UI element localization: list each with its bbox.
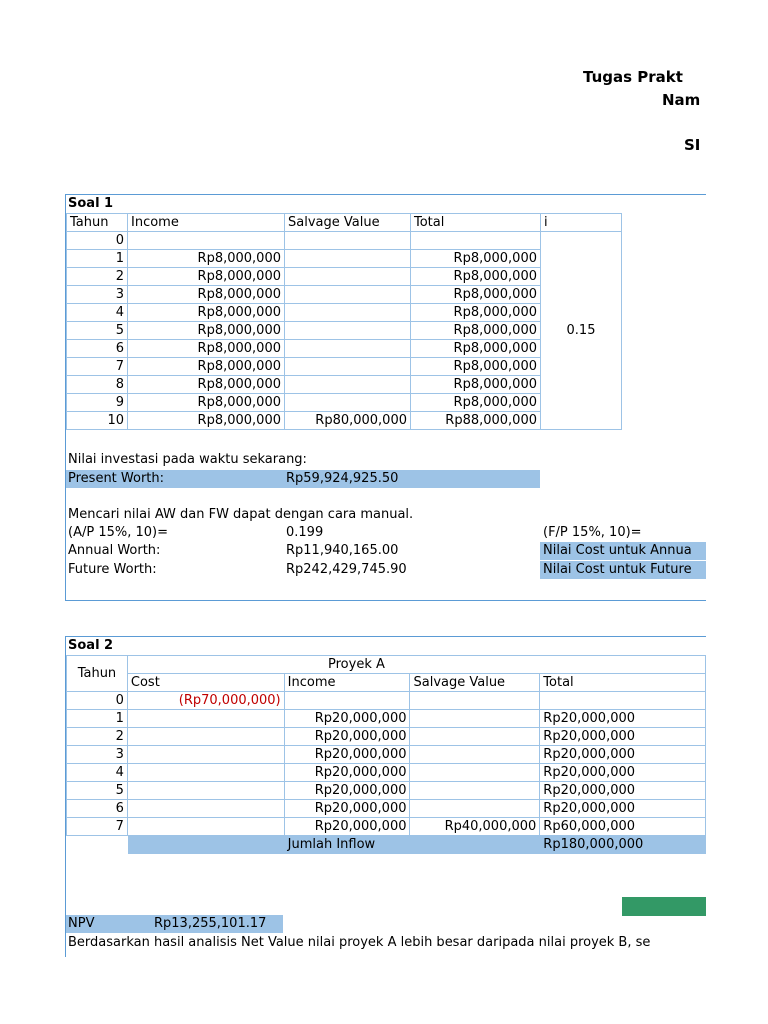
cell-cost[interactable] [127, 764, 284, 782]
cell-total[interactable]: Rp20,000,000 [540, 782, 706, 800]
cell-i-value[interactable]: 0.15 [541, 232, 622, 430]
conclusion-text: Berdasarkan hasil analisis Net Value nilai proyek A lebih besar daripada nilai proyek B, se [68, 935, 651, 950]
annual-worth-value[interactable]: Rp11,940,165.00 [286, 543, 399, 558]
cell-total[interactable]: Rp8,000,000 [411, 268, 541, 286]
cell-income[interactable] [284, 692, 410, 710]
soal2-title: Soal 2 [68, 638, 114, 653]
cell-salvage[interactable] [285, 394, 411, 412]
header-title-line1: Tugas Prakt [583, 68, 683, 86]
soal1-header-row [67, 214, 622, 232]
cell-income[interactable]: Rp20,000,000 [284, 782, 410, 800]
cell-salvage[interactable] [285, 250, 411, 268]
cell-salvage[interactable]: Rp40,000,000 [410, 818, 540, 836]
cell-income[interactable]: Rp20,000,000 [284, 818, 410, 836]
cell-tahun[interactable]: 0 [67, 232, 128, 250]
col-header-income: Income [128, 214, 285, 232]
table-row [67, 412, 622, 430]
cell-total[interactable] [411, 232, 541, 250]
cell-total[interactable]: Rp88,000,000 [411, 412, 541, 430]
soal2-section [65, 636, 706, 957]
soal1-section [65, 194, 706, 601]
cell-total[interactable]: Rp8,000,000 [411, 322, 541, 340]
cell-income[interactable]: Rp8,000,000 [128, 286, 285, 304]
cell-salvage[interactable] [285, 232, 411, 250]
cell-income[interactable]: Rp20,000,000 [284, 746, 410, 764]
cell-salvage[interactable] [410, 728, 540, 746]
table-row [67, 746, 706, 764]
table-row [67, 340, 622, 358]
col-header-income: Income [284, 674, 410, 692]
cell-tahun[interactable]: 7 [67, 818, 128, 836]
cell-cost[interactable] [127, 818, 284, 836]
cell-salvage[interactable] [410, 800, 540, 818]
header-title-line2: Nam [662, 91, 701, 109]
cell-salvage[interactable] [410, 764, 540, 782]
cell-tahun[interactable]: 8 [67, 376, 128, 394]
cell-income[interactable]: Rp8,000,000 [128, 250, 285, 268]
table-row [67, 376, 622, 394]
table-row [67, 250, 622, 268]
table-row [67, 322, 622, 340]
cell-tahun[interactable]: 5 [67, 322, 128, 340]
mencari-text: Mencari nilai AW dan FW dapat dengan cara manual. [68, 507, 414, 522]
cell-tahun[interactable]: 1 [67, 250, 128, 268]
soal2-table [66, 655, 706, 854]
jumlah-inflow-label: Jumlah Inflow [284, 836, 410, 854]
cell-tahun[interactable]: 10 [67, 412, 128, 430]
cell-income[interactable]: Rp20,000,000 [284, 800, 410, 818]
npv-row [66, 915, 283, 933]
future-worth-value[interactable]: Rp242,429,745.90 [286, 562, 407, 577]
cell-total[interactable] [540, 692, 706, 710]
present-worth-row [66, 470, 540, 488]
col-header-total: Total [540, 674, 706, 692]
table-row [67, 232, 622, 250]
nilai-cost-annual[interactable]: Nilai Cost untuk Annua [540, 542, 706, 560]
soal2-group-header-row [67, 656, 706, 674]
ap-value[interactable]: 0.199 [286, 525, 324, 540]
nilai-investasi-text: Nilai investasi pada waktu sekarang: [68, 452, 307, 467]
table-row [67, 286, 622, 304]
cell-tahun[interactable]: 2 [67, 268, 128, 286]
col-header-salvage: Salvage Value [285, 214, 411, 232]
cell-total[interactable]: Rp20,000,000 [540, 746, 706, 764]
cell-salvage[interactable] [285, 286, 411, 304]
empty-cell [127, 836, 284, 854]
cell-total[interactable]: Rp20,000,000 [540, 710, 706, 728]
col-header-cost: Cost [127, 674, 284, 692]
empty-cell [67, 836, 128, 854]
cell-total[interactable]: Rp8,000,000 [411, 376, 541, 394]
cell-income[interactable]: Rp8,000,000 [128, 322, 285, 340]
proyek-a-header: Proyek A [127, 656, 705, 674]
cell-total[interactable]: Rp8,000,000 [411, 286, 541, 304]
cell-tahun[interactable]: 3 [67, 286, 128, 304]
cell-tahun[interactable]: 7 [67, 358, 128, 376]
cell-cost[interactable]: (Rp70,000,000) [127, 692, 284, 710]
table-row [67, 710, 706, 728]
cell-cost[interactable] [127, 710, 284, 728]
table-row [67, 304, 622, 322]
cell-income[interactable]: Rp8,000,000 [128, 394, 285, 412]
jumlah-inflow-row [67, 836, 706, 854]
table-row [67, 394, 622, 412]
header-title-line3: SI [684, 136, 701, 154]
npv-label: NPV [68, 916, 95, 931]
cell-salvage[interactable] [285, 268, 411, 286]
table-row [67, 728, 706, 746]
table-row [67, 358, 622, 376]
cell-tahun[interactable]: 5 [67, 782, 128, 800]
soal1-title: Soal 1 [68, 196, 114, 211]
cell-income[interactable]: Rp20,000,000 [284, 710, 410, 728]
cell-salvage[interactable] [410, 782, 540, 800]
soal2-header-row [67, 674, 706, 692]
col-header-total: Total [411, 214, 541, 232]
table-row [67, 818, 706, 836]
cell-total[interactable]: Rp8,000,000 [411, 358, 541, 376]
jumlah-inflow-value[interactable]: Rp180,000,000 [540, 836, 706, 854]
empty-cell [410, 836, 540, 854]
cell-salvage[interactable] [285, 340, 411, 358]
soal1-table [66, 213, 622, 430]
cell-income[interactable]: Rp8,000,000 [128, 340, 285, 358]
col-header-tahun: Tahun [67, 656, 128, 692]
cell-tahun[interactable]: 0 [67, 692, 128, 710]
cell-tahun[interactable]: 1 [67, 710, 128, 728]
cell-salvage[interactable] [410, 692, 540, 710]
future-worth-label: Future Worth: [68, 562, 157, 577]
cell-total[interactable]: Rp8,000,000 [411, 304, 541, 322]
cell-salvage[interactable] [285, 358, 411, 376]
cell-salvage[interactable]: Rp80,000,000 [285, 412, 411, 430]
table-row [67, 782, 706, 800]
col-header-i: i [541, 214, 622, 232]
cell-salvage[interactable] [285, 376, 411, 394]
cell-total[interactable]: Rp20,000,000 [540, 764, 706, 782]
cell-tahun[interactable]: 3 [67, 746, 128, 764]
table-row [67, 268, 622, 286]
table-row [67, 692, 706, 710]
cell-income[interactable]: Rp8,000,000 [128, 358, 285, 376]
cell-total[interactable]: Rp20,000,000 [540, 728, 706, 746]
table-row [67, 764, 706, 782]
cell-income[interactable]: Rp20,000,000 [284, 764, 410, 782]
col-header-salvage: Salvage Value [410, 674, 540, 692]
cell-tahun[interactable]: 4 [67, 304, 128, 322]
cell-tahun[interactable]: 4 [67, 764, 128, 782]
fp-label: (F/P 15%, 10)= [543, 525, 642, 540]
cell-income[interactable]: Rp8,000,000 [128, 376, 285, 394]
ap-label: (A/P 15%, 10)= [68, 525, 168, 540]
cell-salvage[interactable] [285, 322, 411, 340]
col-header-tahun: Tahun [67, 214, 128, 232]
cell-cost[interactable] [127, 800, 284, 818]
cell-tahun[interactable]: 2 [67, 728, 128, 746]
present-worth-label: Present Worth: [68, 471, 165, 486]
cell-tahun[interactable]: 9 [67, 394, 128, 412]
nilai-cost-future[interactable]: Nilai Cost untuk Future [540, 561, 706, 579]
cell-cost[interactable] [127, 782, 284, 800]
cell-total[interactable]: Rp20,000,000 [540, 800, 706, 818]
cell-total[interactable]: Rp8,000,000 [411, 340, 541, 358]
green-status-bar [622, 897, 706, 916]
npv-value[interactable]: Rp13,255,101.17 [154, 916, 267, 931]
cell-tahun[interactable]: 6 [67, 800, 128, 818]
cell-salvage[interactable] [410, 710, 540, 728]
cell-total[interactable]: Rp8,000,000 [411, 394, 541, 412]
cell-income[interactable]: Rp20,000,000 [284, 728, 410, 746]
annual-worth-label: Annual Worth: [68, 543, 161, 558]
cell-salvage[interactable] [285, 304, 411, 322]
cell-income[interactable]: Rp8,000,000 [128, 412, 285, 430]
cell-salvage[interactable] [410, 746, 540, 764]
cell-income[interactable] [128, 232, 285, 250]
cell-total[interactable]: Rp8,000,000 [411, 250, 541, 268]
table-row [67, 800, 706, 818]
cell-cost[interactable] [127, 728, 284, 746]
cell-income[interactable]: Rp8,000,000 [128, 268, 285, 286]
cell-tahun[interactable]: 6 [67, 340, 128, 358]
present-worth-value[interactable]: Rp59,924,925.50 [286, 471, 399, 486]
cell-cost[interactable] [127, 746, 284, 764]
cell-total[interactable]: Rp60,000,000 [540, 818, 706, 836]
cell-income[interactable]: Rp8,000,000 [128, 304, 285, 322]
